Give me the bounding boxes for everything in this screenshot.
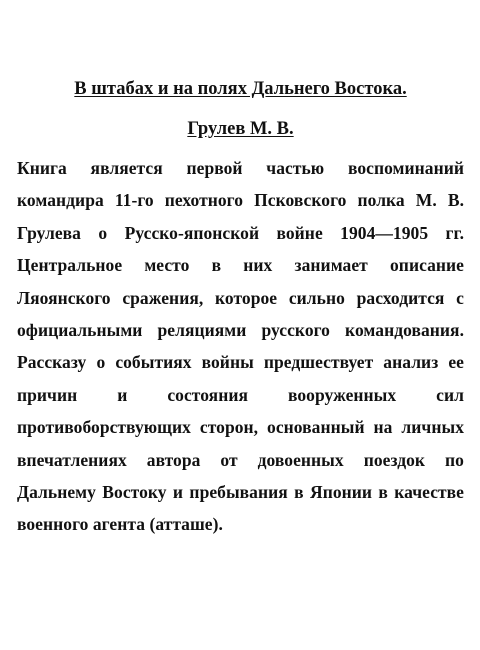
book-annotation: Книга является первой частью воспоминаний командира 11-го пехотного Псковского полка М. В. Грулева о Русско-японской войне 1904—1905 гг. Центральное место в них занимает описание Ляоянского сражения, которое сильно расходится с официальными реляциями русского командования. Рассказу о событиях войны предшествует анализ ее причин и состояния вооруженных сил противоборствующих сторон, основанный на личных впечатлениях автора от довоенных поездок по Дальнему Востоку и пребывания в Японии в качестве военного агента (атташе). — [17, 158, 464, 535]
book-title: В штабах и на полях Дальнего Востока. — [74, 79, 407, 99]
book-author: Грулев М. В. — [187, 119, 294, 139]
